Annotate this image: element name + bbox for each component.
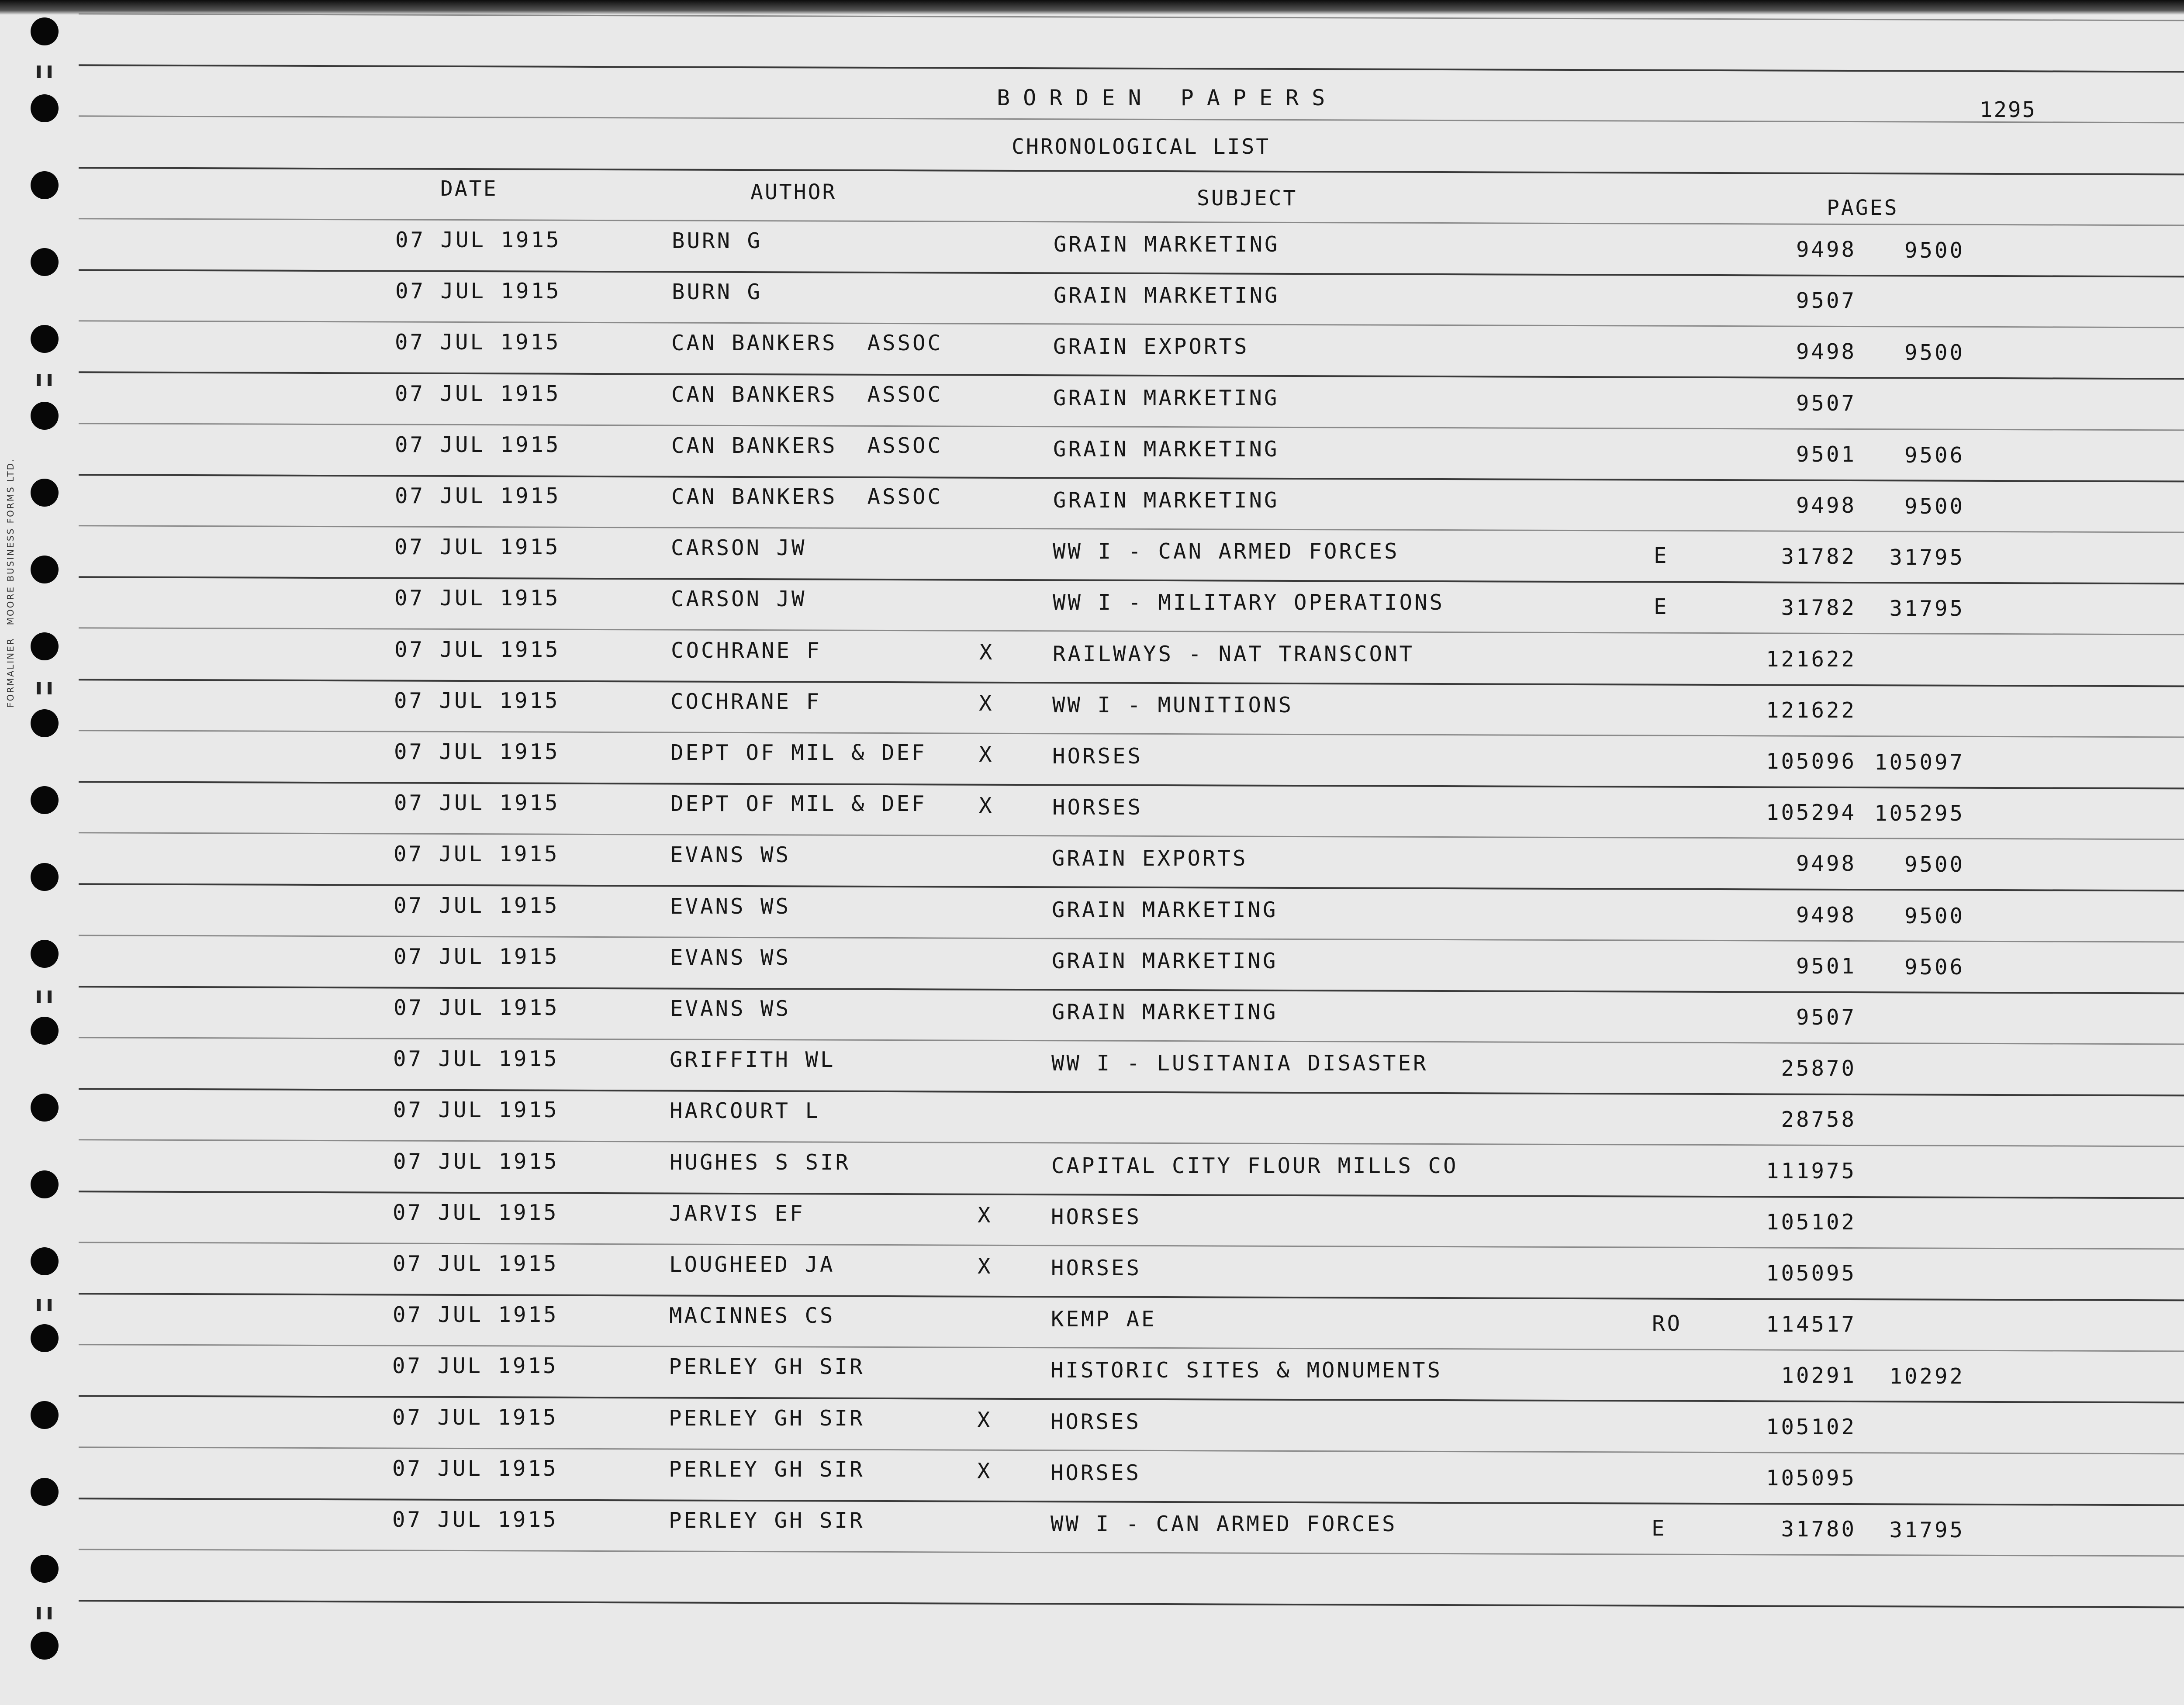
ruled-line — [79, 781, 2184, 790]
column-header-pages: PAGES — [1827, 196, 1899, 220]
row-subject: HORSES — [1051, 1205, 1142, 1229]
left-tractor-margin — [17, 0, 74, 1705]
feed-hole-icon — [31, 17, 59, 45]
row-page-from: 9498 — [1796, 903, 1856, 928]
row-page-to: 9500 — [1904, 494, 1965, 519]
row-code: E — [1654, 543, 1669, 568]
row-author: GRIFFITH WL — [670, 1047, 836, 1072]
row-page-to: 31795 — [1889, 1518, 1965, 1543]
ruled-line — [79, 1293, 2184, 1301]
feed-hole-icon — [31, 1555, 59, 1583]
feed-hole-icon — [31, 1170, 59, 1198]
row-page-from: 111975 — [1766, 1159, 1856, 1184]
perforation-mark-icon — [37, 1299, 52, 1311]
row-subject: WW I - MILITARY OPERATIONS — [1053, 590, 1445, 615]
row-subject: HORSES — [1052, 744, 1143, 769]
ruled-line — [79, 1139, 2184, 1147]
feed-hole-icon — [31, 786, 59, 814]
feed-hole-icon — [31, 709, 59, 737]
row-date: 07 JUL 1915 — [392, 1405, 558, 1430]
ruled-line — [79, 1037, 2184, 1045]
row-subject: HORSES — [1051, 1256, 1142, 1280]
row-page-to: 9500 — [1904, 238, 1965, 263]
row-author: CAN BANKERS ASSOC — [671, 382, 943, 407]
row-page-from: 9507 — [1796, 1005, 1856, 1030]
page-number: 1295 — [1980, 97, 2037, 122]
row-author: CARSON JW — [671, 587, 807, 611]
row-date: 07 JUL 1915 — [395, 330, 561, 355]
ruled-line — [79, 1242, 2184, 1250]
ruled-line — [79, 167, 2184, 176]
row-date: 07 JUL 1915 — [394, 535, 560, 559]
row-date: 07 JUL 1915 — [393, 1149, 559, 1174]
row-subject: GRAIN MARKETING — [1054, 232, 1280, 257]
row-page-from: 105102 — [1766, 1415, 1856, 1439]
row-page-from: 105294 — [1766, 800, 1856, 825]
row-page-from: 9507 — [1796, 391, 1856, 416]
row-page-from: 9501 — [1796, 954, 1856, 979]
row-page-from: 121622 — [1766, 647, 1856, 672]
row-author: EVANS WS — [670, 996, 791, 1021]
document-subtitle: CHRONOLOGICAL LIST — [1012, 135, 1271, 159]
row-page-from: 31782 — [1781, 544, 1856, 569]
ruled-line — [79, 576, 2184, 585]
ruled-line — [79, 1344, 2184, 1352]
row-date: 07 JUL 1915 — [392, 1353, 558, 1378]
row-subject: GRAIN MARKETING — [1052, 897, 1278, 922]
row-flag: X — [979, 793, 994, 818]
row-subject: HORSES — [1051, 1460, 1141, 1485]
row-subject: GRAIN MARKETING — [1053, 488, 1279, 513]
feed-hole-icon — [31, 632, 59, 660]
feed-hole-icon — [31, 1632, 59, 1660]
row-subject: WW I - CAN ARMED FORCES — [1051, 1512, 1397, 1536]
feed-hole-icon — [31, 940, 59, 968]
feed-hole-icon — [31, 171, 59, 199]
feed-hole-icon — [31, 556, 59, 583]
row-date: 07 JUL 1915 — [395, 381, 561, 406]
ruled-line — [79, 1446, 2184, 1455]
row-date: 07 JUL 1915 — [393, 1251, 559, 1276]
row-page-from: 105095 — [1766, 1466, 1856, 1491]
row-page-to: 10292 — [1889, 1364, 1965, 1389]
feed-hole-icon — [31, 1094, 59, 1122]
row-subject: HORSES — [1052, 795, 1143, 820]
row-subject: GRAIN EXPORTS — [1052, 846, 1248, 871]
row-author: HARCOURT L — [670, 1098, 821, 1123]
row-page-from: 105095 — [1766, 1261, 1856, 1286]
row-date: 07 JUL 1915 — [394, 790, 560, 815]
ruled-line — [79, 935, 2184, 943]
row-flag: X — [978, 1254, 993, 1279]
row-author: BURN G — [672, 280, 763, 304]
feed-hole-icon — [31, 1247, 59, 1275]
feed-hole-icon — [31, 479, 59, 507]
row-page-from: 28758 — [1781, 1107, 1856, 1132]
row-subject: KEMP AE — [1051, 1307, 1157, 1332]
row-author: MACINNES CS — [669, 1303, 835, 1328]
row-date: 07 JUL 1915 — [394, 893, 560, 918]
row-page-from: 9498 — [1796, 851, 1856, 876]
ruled-line — [79, 423, 2184, 431]
row-page-from: 9501 — [1796, 442, 1856, 467]
row-author: CAN BANKERS ASSOC — [671, 433, 943, 458]
column-header-date: DATE — [440, 176, 498, 201]
row-page-from: 105102 — [1766, 1210, 1856, 1235]
perforation-mark-icon — [37, 991, 52, 1003]
row-author: CAN BANKERS ASSOC — [671, 331, 943, 355]
row-author: COCHRANE F — [671, 638, 822, 663]
page-top-edge — [0, 0, 2184, 15]
row-date: 07 JUL 1915 — [395, 228, 561, 252]
row-date: 07 JUL 1915 — [393, 1302, 559, 1327]
ruled-line — [79, 115, 2184, 124]
row-page-from: 31780 — [1781, 1517, 1856, 1542]
feed-hole-icon — [31, 863, 59, 891]
row-subject: GRAIN MARKETING — [1053, 386, 1279, 411]
row-author: PERLEY GH SIR — [669, 1508, 865, 1533]
row-page-to: 9500 — [1904, 904, 1965, 928]
row-subject: WW I - MUNITIONS — [1052, 693, 1294, 718]
column-header-author: AUTHOR — [750, 180, 837, 204]
row-author: DEPT OF MIL & DEF — [670, 740, 927, 765]
row-author: EVANS WS — [670, 842, 791, 867]
row-subject: RAILWAYS - NAT TRANSCONT — [1053, 642, 1415, 666]
ruled-line — [79, 986, 2184, 994]
ruled-line — [79, 1088, 2184, 1097]
row-subject: WW I - CAN ARMED FORCES — [1053, 539, 1400, 564]
row-page-to: 31795 — [1889, 596, 1965, 621]
ruled-line — [79, 64, 2184, 73]
row-date: 07 JUL 1915 — [394, 586, 560, 611]
row-date: 07 JUL 1915 — [393, 1098, 559, 1122]
ruled-line — [79, 627, 2184, 635]
row-subject: CAPITAL CITY FLOUR MILLS CO — [1051, 1153, 1458, 1178]
row-author: CARSON JW — [671, 535, 807, 560]
row-date: 07 JUL 1915 — [394, 739, 560, 764]
row-date: 07 JUL 1915 — [393, 1046, 559, 1071]
row-page-to: 9506 — [1904, 955, 1965, 980]
perforation-mark-icon — [37, 374, 52, 386]
row-author: PERLEY GH SIR — [669, 1406, 865, 1431]
perforation-mark-icon — [37, 66, 52, 78]
row-date: 07 JUL 1915 — [395, 432, 561, 457]
row-subject: HISTORIC SITES & MONUMENTS — [1051, 1358, 1443, 1383]
row-page-from: 9498 — [1796, 237, 1856, 262]
ruled-line — [79, 832, 2184, 840]
row-date: 07 JUL 1915 — [394, 995, 560, 1020]
row-date: 07 JUL 1915 — [395, 279, 561, 304]
row-date: 07 JUL 1915 — [394, 842, 560, 866]
row-flag: X — [977, 1408, 992, 1432]
row-page-to: 9500 — [1904, 852, 1965, 877]
ruled-line — [79, 1395, 2184, 1404]
row-page-to: 9500 — [1904, 340, 1965, 365]
ruled-line — [79, 730, 2184, 738]
ruled-line — [79, 1549, 2184, 1557]
row-date: 07 JUL 1915 — [392, 1456, 558, 1481]
row-author: DEPT OF MIL & DEF — [670, 791, 927, 816]
feed-hole-icon — [31, 1478, 59, 1506]
row-subject: GRAIN MARKETING — [1054, 283, 1280, 308]
row-flag: X — [977, 1459, 992, 1484]
row-subject: GRAIN EXPORTS — [1053, 334, 1249, 359]
row-page-from: 105096 — [1766, 749, 1856, 774]
row-subject: GRAIN MARKETING — [1053, 437, 1279, 462]
feed-hole-icon — [31, 402, 59, 430]
row-subject: HORSES — [1051, 1409, 1141, 1434]
row-code: E — [1652, 1516, 1667, 1541]
row-page-from: 114517 — [1766, 1312, 1856, 1337]
feed-hole-icon — [31, 94, 59, 122]
row-page-from: 25870 — [1781, 1056, 1856, 1081]
row-date: 07 JUL 1915 — [394, 637, 560, 662]
feed-hole-icon — [31, 1401, 59, 1429]
row-page-from: 9498 — [1796, 339, 1856, 364]
row-subject: WW I - LUSITANIA DISASTER — [1051, 1051, 1428, 1076]
ruled-line — [79, 883, 2184, 892]
row-date: 07 JUL 1915 — [394, 944, 560, 969]
row-author: EVANS WS — [670, 894, 791, 919]
row-code: RO — [1652, 1311, 1683, 1336]
ruled-line — [79, 269, 2184, 278]
row-page-from: 9498 — [1796, 493, 1856, 518]
row-page-from: 9507 — [1796, 288, 1856, 313]
row-subject: GRAIN MARKETING — [1052, 949, 1278, 973]
feed-hole-icon — [31, 248, 59, 276]
row-author: HUGHES S SIR — [670, 1150, 851, 1175]
row-flag: X — [979, 640, 995, 665]
column-header-subject: SUBJECT — [1197, 186, 1298, 211]
row-page-to: 105097 — [1874, 750, 1965, 775]
ruled-line — [79, 679, 2184, 687]
document-title: BORDEN PAPERS — [997, 85, 1338, 110]
feed-hole-icon — [31, 1324, 59, 1352]
row-flag: X — [978, 1203, 993, 1228]
row-page-from: 121622 — [1766, 698, 1856, 723]
feed-hole-icon — [31, 1017, 59, 1045]
ruled-line — [79, 371, 2184, 380]
ruled-line — [79, 320, 2184, 328]
ruled-line — [79, 1498, 2184, 1506]
perforation-mark-icon — [37, 1607, 52, 1619]
row-page-to: 105295 — [1874, 801, 1965, 826]
row-author: BURN G — [672, 228, 763, 253]
row-page-to: 31795 — [1889, 545, 1965, 570]
row-date: 07 JUL 1915 — [395, 483, 561, 508]
perforation-mark-icon — [37, 682, 52, 694]
row-date: 07 JUL 1915 — [394, 688, 560, 713]
row-date: 07 JUL 1915 — [393, 1200, 559, 1225]
feed-hole-icon — [31, 325, 59, 353]
row-flag: X — [979, 742, 994, 767]
ruled-line — [79, 474, 2184, 483]
ruled-line — [79, 1600, 2184, 1608]
row-author: LOUGHEED JA — [669, 1252, 835, 1277]
row-page-to: 9506 — [1904, 443, 1965, 468]
row-flag: X — [979, 691, 994, 716]
row-author: PERLEY GH SIR — [669, 1354, 865, 1379]
row-author: CAN BANKERS ASSOC — [671, 484, 943, 509]
ruled-line — [79, 1191, 2184, 1199]
row-author: PERLEY GH SIR — [669, 1457, 865, 1482]
ruled-line — [79, 525, 2184, 533]
row-author: COCHRANE F — [670, 689, 822, 714]
row-page-from: 31782 — [1781, 595, 1856, 620]
row-date: 07 JUL 1915 — [392, 1507, 558, 1532]
row-page-from: 10291 — [1781, 1363, 1856, 1388]
margin-print: FORMALINER MOORE BUSINESS FORMS LTD. — [5, 458, 16, 708]
row-subject: GRAIN MARKETING — [1052, 1000, 1278, 1025]
row-author: JARVIS EF — [669, 1201, 805, 1226]
row-author: EVANS WS — [670, 945, 791, 970]
row-code: E — [1654, 594, 1669, 619]
